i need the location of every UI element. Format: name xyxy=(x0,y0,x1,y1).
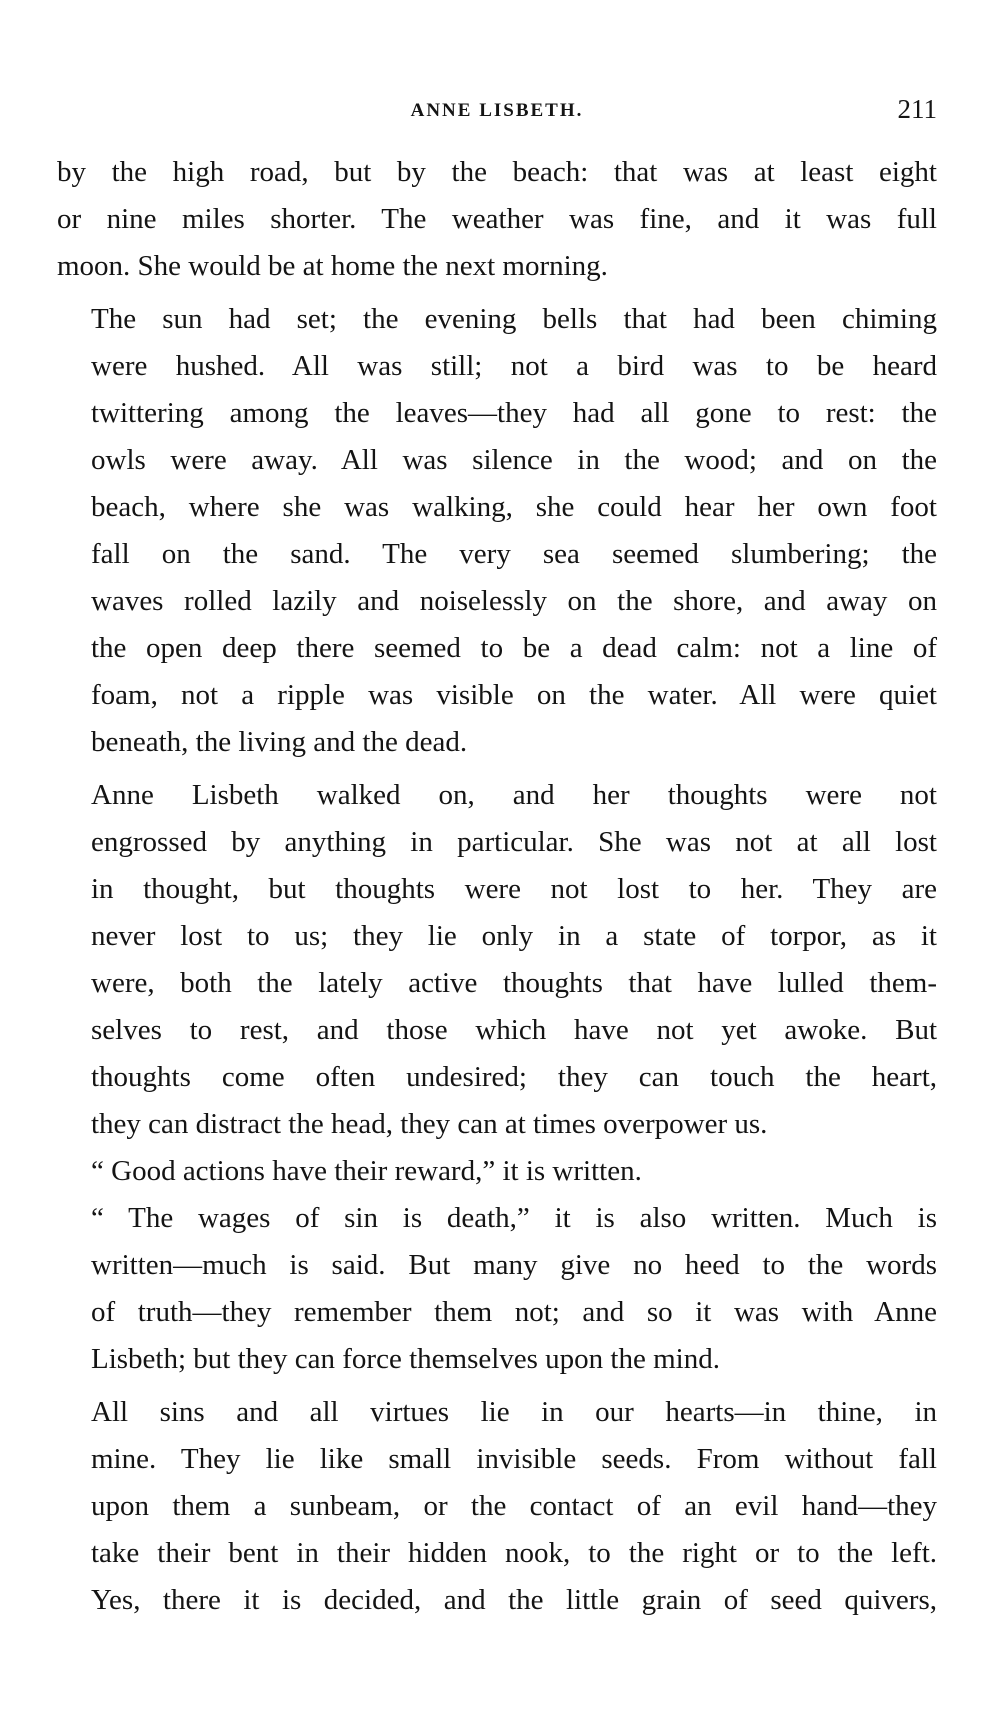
text-line: foam, not a ripple was visible on the water. All were quiet xyxy=(91,679,937,711)
text-line: selves to rest, and those which have not yet awoke. But xyxy=(91,1014,937,1046)
paragraph-3 xyxy=(57,772,937,1148)
text-line: beneath, the living and the dead. xyxy=(91,726,468,758)
text-line: owls were away. All was silence in the wood; and on the xyxy=(91,444,937,476)
text-line: twittering among the leaves—they had all gone to rest: the xyxy=(91,397,937,429)
text-line: mine. They lie like small invisible seeds. From without fall xyxy=(91,1443,937,1475)
text-line: in thought, but thoughts were not lost to her. They are xyxy=(91,873,937,905)
running-title: ANNE LISBETH. xyxy=(410,100,584,121)
text-line: moon. She would be at home the next morning. xyxy=(57,250,608,282)
paragraph-4 xyxy=(57,1148,937,1195)
text-line: fall on the sand. The very sea seemed slumbering; the xyxy=(91,538,937,570)
text-line: “ Good actions have their reward,” it is written. xyxy=(91,1155,642,1187)
paragraph-5 xyxy=(57,1195,937,1383)
body-text xyxy=(57,149,937,1624)
text-line: upon them a sunbeam, or the contact of an evil hand—they xyxy=(91,1490,937,1522)
text-line: engrossed by anything in particular. She was not at all lost xyxy=(91,826,937,858)
text-line: beach, where she was walking, she could hear her own foot xyxy=(91,491,937,523)
paragraph-6 xyxy=(57,1389,937,1624)
text-line: Yes, there it is decided, and the little grain of seed quivers, xyxy=(91,1584,937,1616)
text-line: were hushed. All was still; not a bird was to be heard xyxy=(91,350,937,382)
running-head xyxy=(57,94,937,134)
text-line: of truth—they remember them not; and so it was with Anne xyxy=(91,1296,937,1328)
text-line: thoughts come often undesired; they can touch the heart, xyxy=(91,1061,937,1093)
text-line: waves rolled lazily and noiselessly on the shore, and away on xyxy=(91,585,937,617)
text-line: they can distract the head, they can at times overpower us. xyxy=(91,1108,768,1140)
text-line: or nine miles shorter. The weather was fine, and it was full xyxy=(57,203,937,235)
text-line: “ The wages of sin is death,” it is also written. Much is xyxy=(91,1202,937,1234)
text-line: Anne Lisbeth walked on, and her thoughts were not xyxy=(91,779,937,811)
text-line: by the high road, but by the beach: that was at least eight xyxy=(57,156,937,188)
text-line: All sins and all virtues lie in our hearts—in thine, in xyxy=(91,1396,937,1428)
text-line: The sun had set; the evening bells that had been chiming xyxy=(91,303,937,335)
text-line: Lisbeth; but they can force themselves upon the mind. xyxy=(91,1343,720,1375)
page-number: 211 xyxy=(897,94,937,124)
text-line: the open deep there seemed to be a dead calm: not a line of xyxy=(91,632,937,664)
paragraph-2 xyxy=(57,296,937,766)
text-line: written—much is said. But many give no heed to the words xyxy=(91,1249,937,1281)
paragraph-1 xyxy=(57,149,937,290)
text-line: never lost to us; they lie only in a state of torpor, as it xyxy=(91,920,937,952)
text-line: take their bent in their hidden nook, to the right or to the left. xyxy=(91,1537,937,1569)
text-line: were, both the lately active thoughts that have lulled them- xyxy=(91,967,937,999)
